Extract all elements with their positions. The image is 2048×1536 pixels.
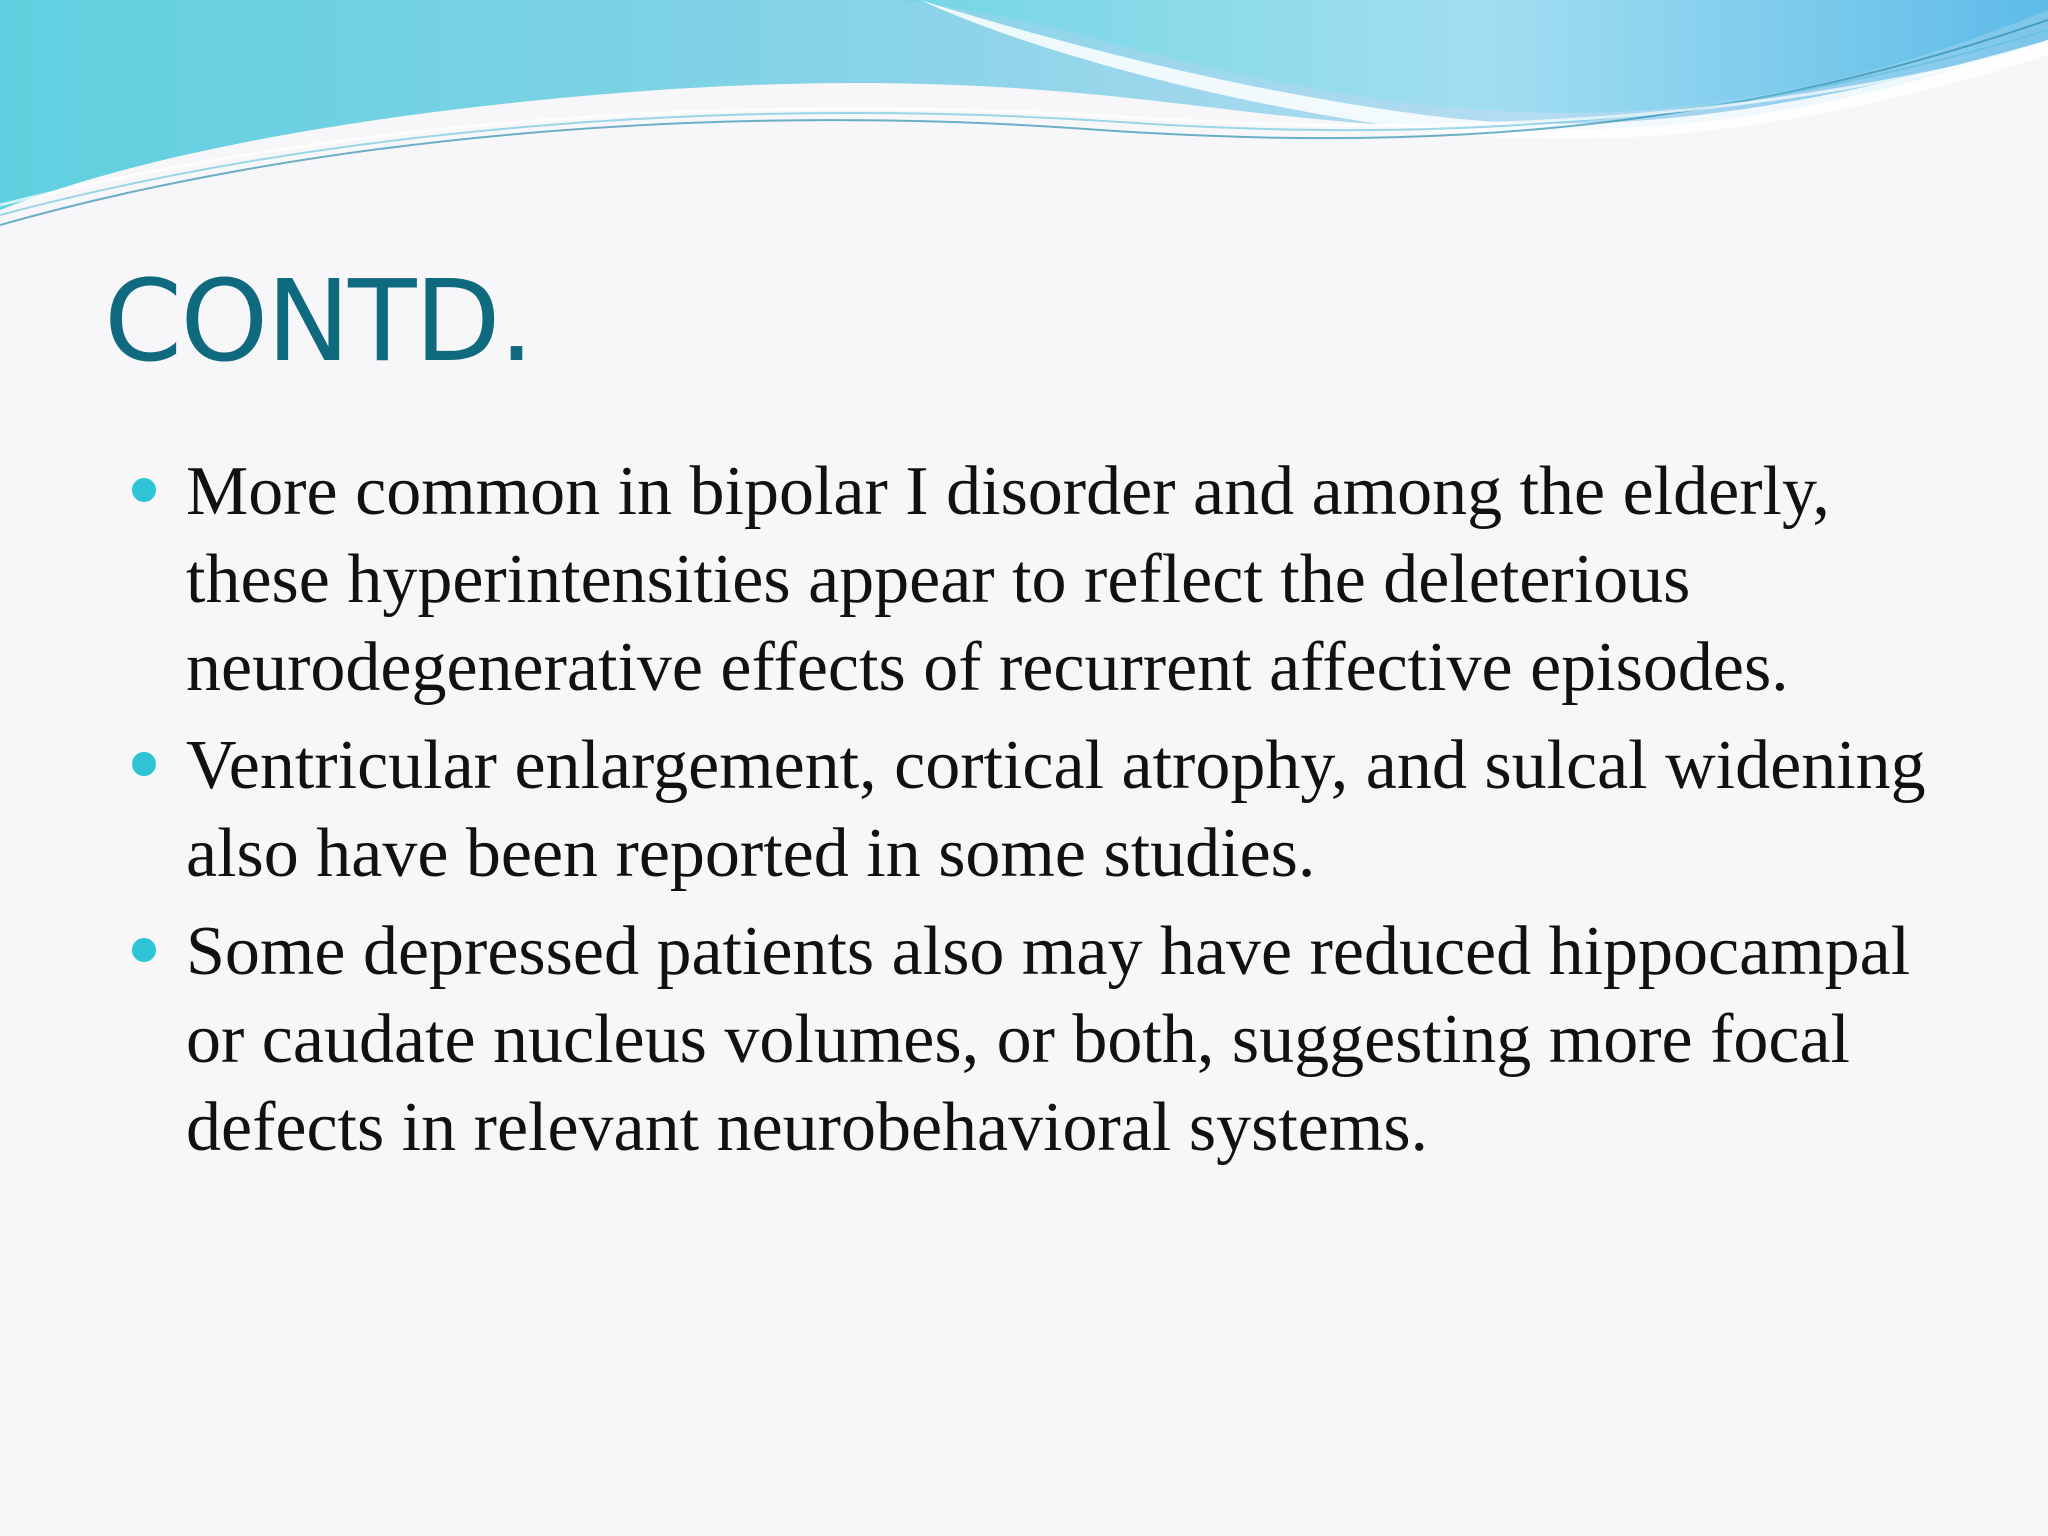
bullet-item [130,448,1930,712]
bullet-dot-icon [132,752,156,776]
bullet-dot-icon [132,478,156,502]
bullet-text: Some depressed patients also may have reduced hippocampal or caudate nucleus volumes, or both, suggesting more focal defects in relevant neurobehavioral systems. [186,913,1911,1166]
bullet-dot-icon [132,938,156,962]
slide-title: CONTD. [104,257,533,387]
bullet-item [130,722,1930,898]
top-wave-decoration [0,0,2048,240]
bullet-text: Ventricular enlargement, cortical atrophy, and sulcal widening also have been reported in some studies. [186,727,1926,892]
bullet-item [130,908,1930,1172]
bullet-list [130,448,1930,1182]
bullet-text: More common in bipolar I disorder and among the elderly, these hyperintensities appear to reflect the deleterious neurodegenerative effects of recurrent affective episodes. [186,453,1830,706]
